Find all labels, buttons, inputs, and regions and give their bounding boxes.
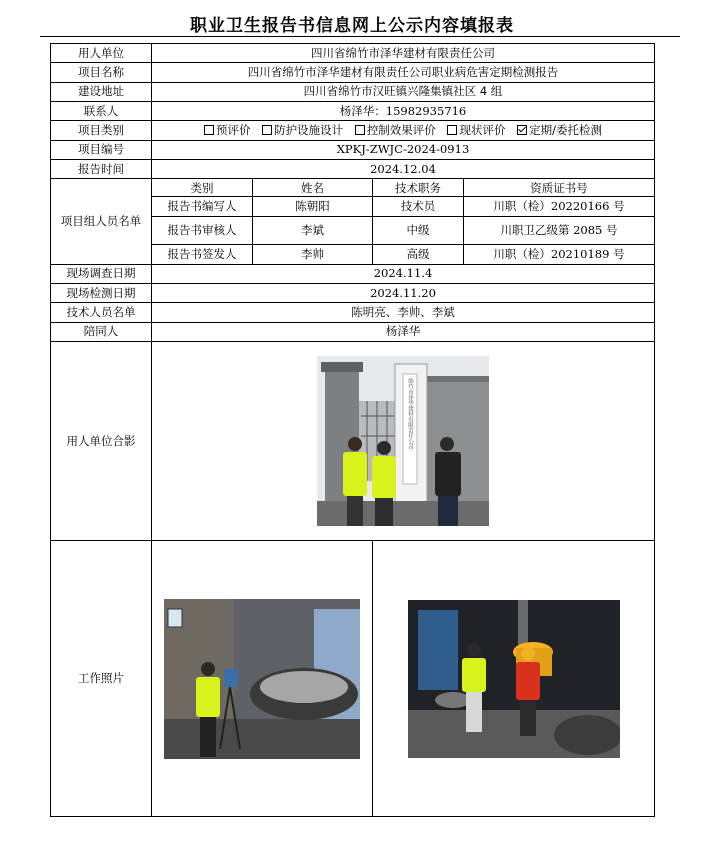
- member-title: 技术员: [373, 197, 464, 216]
- work-photo-1: [164, 599, 360, 759]
- contact-label: 联系人: [51, 101, 152, 120]
- row-work-photos: [51, 541, 655, 817]
- member-role: 报告书编写人: [152, 197, 253, 216]
- category-option[interactable]: 防护设施设计: [262, 124, 343, 137]
- team-header-name: 姓名: [253, 179, 373, 197]
- team-header-title: 技术职务: [373, 179, 464, 197]
- category-label: 项目类别: [51, 121, 152, 140]
- checkbox-icon: [447, 125, 457, 135]
- row-escort: [51, 322, 655, 341]
- project-value: 四川省绵竹市泽华建材有限责任公司职业病危害定期检测报告: [152, 63, 655, 82]
- escort-label: 陪同人: [51, 322, 152, 341]
- category-option[interactable]: 预评价: [204, 124, 251, 137]
- row-employer: [51, 44, 655, 63]
- test-date-label: 现场检测日期: [51, 283, 152, 302]
- page-title: 职业卫生报告书信息网上公示内容填报表: [190, 16, 514, 36]
- member-cert: 川职卫乙级第 2085 号: [464, 216, 655, 244]
- address-value: 四川省绵竹市汉旺镇兴隆集镇社区 4 组: [152, 82, 655, 101]
- row-contact: [51, 101, 655, 120]
- group-photo-cell: [152, 341, 655, 540]
- group-photo-label: 用人单位合影: [51, 341, 152, 540]
- address-label: 建设地址: [51, 82, 152, 101]
- header-strip: [40, 0, 680, 4]
- checkbox-icon: [204, 125, 214, 135]
- code-value: XPKJ-ZWJC-2024-0913: [152, 140, 655, 159]
- row-category: [51, 121, 655, 140]
- checkbox-icon: [262, 125, 272, 135]
- disclosure-form-table: [50, 43, 655, 817]
- title-divider: [40, 36, 680, 37]
- survey-date-label: 现场调查日期: [51, 264, 152, 283]
- tech-staff-label: 技术人员名单: [51, 303, 152, 322]
- employer-value: 四川省绵竹市泽华建材有限责任公司: [152, 44, 655, 63]
- contact-value: 杨泽华：15982935716: [152, 101, 655, 120]
- project-label: 项目名称: [51, 63, 152, 82]
- team-header-row: [51, 179, 655, 197]
- member-role: 报告书签发人: [152, 245, 253, 264]
- report-time-label: 报告时间: [51, 159, 152, 178]
- test-date-value: 2024.11.20: [152, 283, 655, 302]
- survey-date-value: 2024.11.4: [152, 264, 655, 283]
- svg-text:绵竹市泽华建材有限责任公司: 绵竹市泽华建材有限责任公司: [407, 378, 413, 450]
- member-title: 中级: [373, 216, 464, 244]
- row-code: [51, 140, 655, 159]
- member-title: 高级: [373, 245, 464, 264]
- code-label: 项目编号: [51, 140, 152, 159]
- work-photo-2: [408, 600, 620, 758]
- row-tech-staff: [51, 303, 655, 322]
- member-name: 李帅: [253, 245, 373, 264]
- work-photo-label: 工作照片: [51, 541, 152, 817]
- escort-value: 杨泽华: [152, 322, 655, 341]
- row-report-time: [51, 159, 655, 178]
- member-name: 李斌: [253, 216, 373, 244]
- group-photo: [317, 356, 489, 526]
- team-header-role: 类别: [152, 179, 253, 197]
- employer-label: 用人单位: [51, 44, 152, 63]
- row-project: [51, 63, 655, 82]
- member-name: 陈朝阳: [253, 197, 373, 216]
- category-option[interactable]: 定期/委托检测: [517, 124, 602, 137]
- row-survey-date: [51, 264, 655, 283]
- category-option[interactable]: 现状评价: [447, 124, 505, 137]
- category-option[interactable]: 控制效果评价: [355, 124, 436, 137]
- row-test-date: [51, 283, 655, 302]
- checkbox-icon: [355, 125, 365, 135]
- checkbox-checked-icon: [517, 125, 527, 135]
- row-group-photo: [51, 341, 655, 540]
- work-photo-image: [164, 599, 360, 759]
- member-cert: 川职（检）20220166 号: [464, 197, 655, 216]
- member-role: 报告书审核人: [152, 216, 253, 244]
- report-time-value: 2024.12.04: [152, 159, 655, 178]
- team-header-cert: 资质证书号: [464, 179, 655, 197]
- work-photo-cell-2: [373, 541, 655, 817]
- tech-staff-value: 陈明亮、李帅、李斌: [152, 303, 655, 322]
- member-cert: 川职（检）20210189 号: [464, 245, 655, 264]
- work-photo-image: [408, 600, 620, 758]
- work-photo-cell-1: [152, 541, 373, 817]
- group-photo-image: [317, 356, 489, 526]
- category-options: [152, 121, 655, 140]
- team-label: 项目组人员名单: [51, 179, 152, 264]
- row-address: [51, 82, 655, 101]
